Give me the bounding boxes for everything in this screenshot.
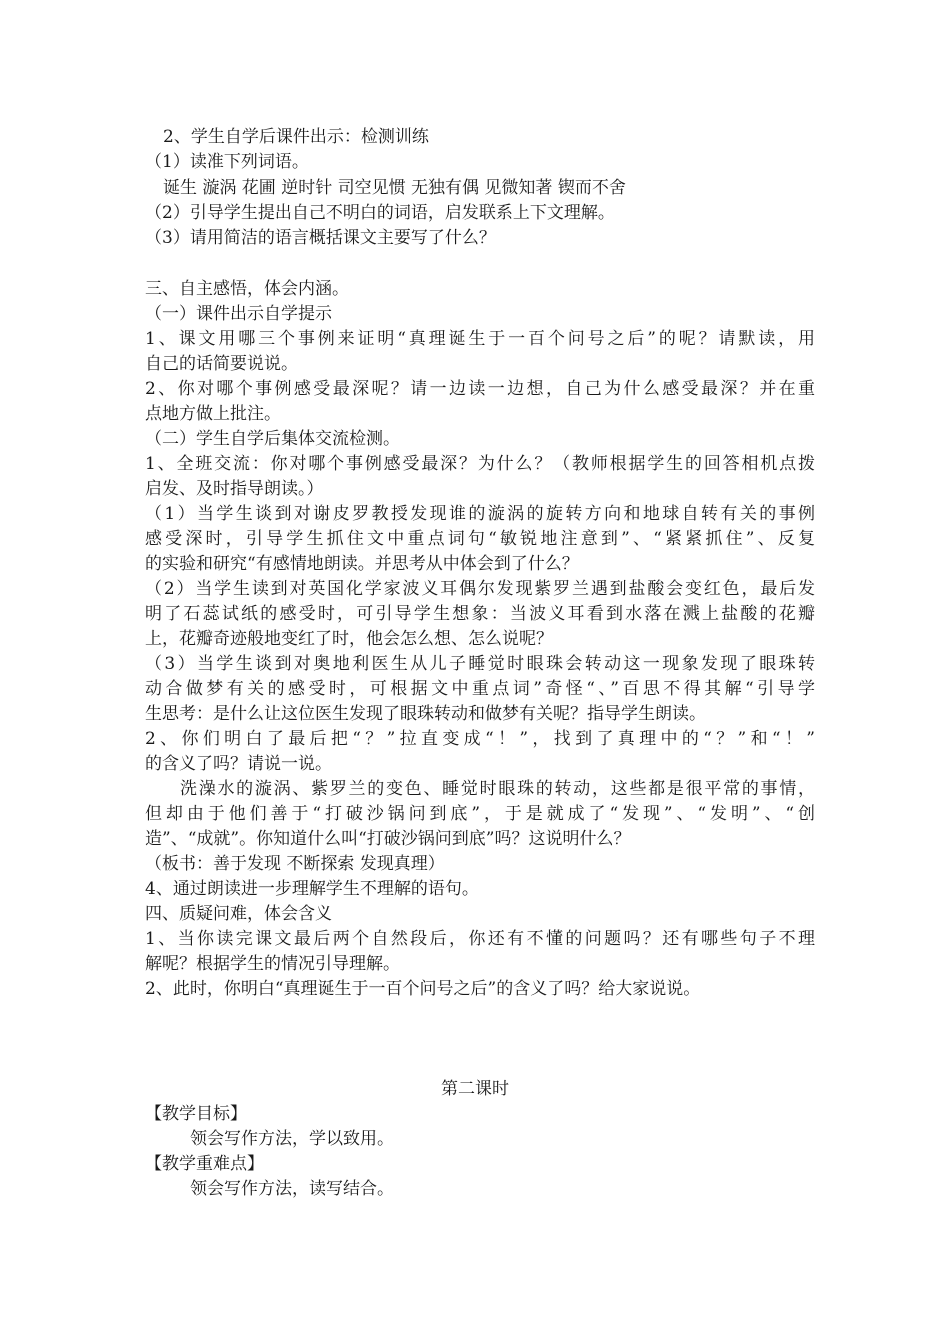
text-line: 2、你对哪个事例感受最深呢？请一边读一边想，自己为什么感受最深？并在重 <box>145 379 815 399</box>
text-line: 造”、“成就”。你知道什么叫“打破沙锅问到底”吗？这说明什么？ <box>145 829 631 849</box>
text-line: 点地方做上批注。 <box>145 404 281 424</box>
text-line: 上，花瓣奇迹般地变红了时，他会怎么想、怎么说呢？ <box>145 629 553 649</box>
section-heading: 四、质疑问难，体会含义 <box>145 904 332 924</box>
text-line: （3）当学生谈到对奥地利医生从儿子睡觉时眼珠会转动这一现象发现了眼珠转 <box>145 654 815 674</box>
text-line: （1）当学生谈到对谢皮罗教授发现谁的漩涡的旋转方向和地球自转有关的事例 <box>145 504 815 524</box>
text-line: 动合做梦有关的感受时，可根据文中重点词”奇怪“、”百思不得其解“引导学 <box>145 679 815 699</box>
text-line: （板书：善于发现 不断探索 发现真理） <box>145 854 445 874</box>
text-line: 感受深时，引导学生抓住文中重点词句“敏锐地注意到”、“紧紧抓住”、反复 <box>145 529 815 549</box>
text-line: 但却由于他们善于“打破沙锅问到底”，于是就成了“发现”、“发明”、“创 <box>145 804 815 824</box>
text-line: 洗澡水的漩涡、紫罗兰的变色、睡觉时眼珠的转动，这些都是很平常的事情， <box>180 779 815 799</box>
text-line: 1、课文用哪三个事例来证明“真理诞生于一百个问号之后”的呢？请默读，用 <box>145 329 815 349</box>
vocab-line: 诞生 漩涡 花圃 逆时针 司空见惯 无独有偶 见微知著 锲而不舍 <box>163 178 626 198</box>
section-heading: 三、自主感悟，体会内涵。 <box>145 279 349 299</box>
text-line: 1、当你读完课文最后两个自然段后，你还有不懂的问题吗？还有哪些句子不理 <box>145 929 815 949</box>
key-points-heading: 【教学重难点】 <box>145 1154 264 1174</box>
text-line: 2、你们明白了最后把“？”拉直变成“！”，找到了真理中的“？”和“！” <box>145 729 815 749</box>
key-points-text: 领会写作方法，读写结合。 <box>190 1179 394 1199</box>
lesson-title: 第二课时 <box>441 1079 509 1099</box>
text-line: 2、此时，你明白“真理诞生于一百个问号之后”的含义了吗？给大家说说。 <box>145 979 701 999</box>
text-line: 1、全班交流：你对哪个事例感受最深？为什么？（教师根据学生的回答相机点拨 <box>145 454 815 474</box>
text-line: 明了石蕊试纸的感受时，可引导学生想象：当波义耳看到水落在溅上盐酸的花瓣 <box>145 604 815 624</box>
text-line: 的含义了吗？请说一说。 <box>145 754 332 774</box>
text-line: 启发、及时指导朗读。） <box>145 479 324 499</box>
text-line: 的实验和研究“有感情地朗读。并思考从中体会到了什么？ <box>145 554 579 574</box>
subsection-heading: （二）学生自学后集体交流检测。 <box>145 429 400 449</box>
text-line: 自己的话简要说说。 <box>145 354 298 374</box>
text-line: 4、通过朗读进一步理解学生不理解的语句。 <box>145 879 479 899</box>
text-line: 2、学生自学后课件出示：检测训练 <box>163 127 429 147</box>
goal-heading: 【教学目标】 <box>145 1104 247 1124</box>
text-line: （2）引导学生提出自己不明白的词语，启发联系上下文理解。 <box>145 203 615 223</box>
text-line: 解呢？根据学生的情况引导理解。 <box>145 954 400 974</box>
goal-text: 领会写作方法，学以致用。 <box>190 1129 394 1149</box>
subsection-heading: （一）课件出示自学提示 <box>145 304 332 324</box>
text-line: （1）读准下列词语。 <box>145 152 309 172</box>
text-line: （3）请用简洁的语言概括课文主要写了什么？ <box>145 228 496 248</box>
text-line: 生思考：是什么让这位医生发现了眼珠转动和做梦有关呢？指导学生朗读。 <box>145 704 706 724</box>
text-line: （2）当学生读到对英国化学家波义耳偶尔发现紫罗兰遇到盐酸会变红色，最后发 <box>145 579 815 599</box>
